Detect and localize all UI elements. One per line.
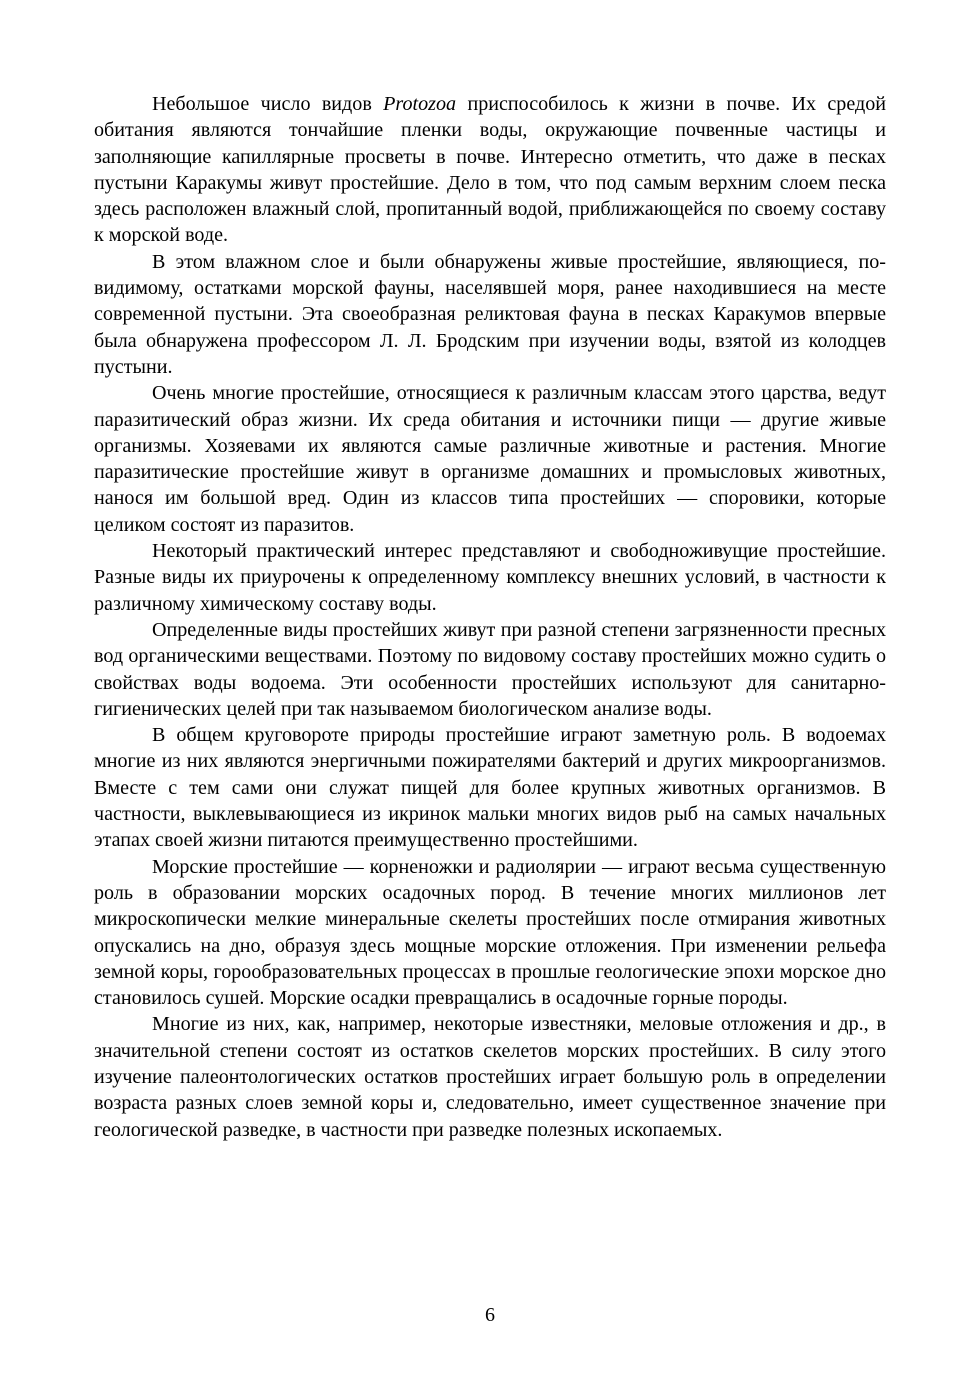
paragraph: Очень многие простейшие, относящиеся к различным классам этого царства, ведут паразитический образ жизни. Их среда обитания и источники пищи — другие живые организмы. Хозяевами их являются самые различные животные и растения. Многие паразитические простейшие живут в организме домашних и промысловых животных, нанося им большой вред. Один из классов типа простейших — споровики, которые целиком состоят из паразитов. <box>94 382 886 536</box>
italic-term: Protozoa <box>383 93 457 115</box>
paragraph: Морские простейшие — корненожки и радиолярии — играют весьма существенную роль в образовании морских осадочных пород. В течение многих миллионов лет микроскопически мелкие минеральные скелеты простейших после отмирания животных опускались на дно, образуя здесь мощные морские отложения. При изменении рельефа земной коры, горообразовательных процессах в прошлые геологические эпохи морское дно становилось сушей. Морские осадки превращались в осадочные горные породы. <box>94 855 886 1010</box>
paragraph-text: Небольшое число видов <box>152 93 384 115</box>
paragraph: Определенные виды простейших живут при разной степени загрязненности пресных вод органическими веществами. Поэтому по видовому составу простейших можно судить о свойствах воды водоема. Эти особенности простейших используют для санитарно-гигиенических целей при так называемом биологическом анализе воды. <box>94 618 886 720</box>
paragraph: Многие из них, как, например, некоторые известняки, меловые отложения и др., в значительной степени состоят из остатков скелетов морских простейших. В силу этого изучение палеонтологических остатков простейших играет большую роль в определении возраста разных слоев земной коры и, следовательно, имеет существенное значение при геологической разведке, в частности при разведке полезных ископаемых. <box>94 1013 886 1141</box>
paragraph: В общем круговороте природы простейшие играют заметную роль. В водоемах многие из них являются энергичными пожирателями бактерий и других микроорганизмов. Вместе с тем сами они служат пищей для более крупных животных организмов. В частности, выклевывающиеся из икринок мальки многих видов рыб на самых начальных этапах своей жизни питаются преимущественно простейшими. <box>94 724 886 852</box>
paragraph: В этом влажном слое и были обнаружены живые простейшие, являющиеся, по-видимому, остатками морской фауны, населявшей моря, ранее находившиеся на месте современной пустыни. Эта своеобразная реликтовая фауна в песках Каракумов впервые была обнаружена профессором Л. Л. Бродским при изучении воды, взятой из колодцев пустыни. <box>94 250 886 378</box>
body-text <box>94 91 886 1143</box>
paragraph: Некоторый практический интерес представляют и свободноживущие простейшие. Разные виды их приурочены к определенному комплексу внешних условий, в частности к различному химическому составу воды. <box>94 540 886 615</box>
page-number: 6 <box>485 1304 495 1326</box>
paragraph-text: приспособилось к жизни в почве. Их средой обитания являются тончайшие пленки воды, окружающие почвенные частицы и заполняющие капиллярные просветы в почве. Интересно отметить, что даже в песках пустыни Каракумы живут простейшие. Дело в том, что под самым верхним слоем песка здесь расположен влажный слой, пропитанный водой, приближающейся по своему составу к морской воде. <box>94 93 887 247</box>
paragraph <box>94 91 886 249</box>
